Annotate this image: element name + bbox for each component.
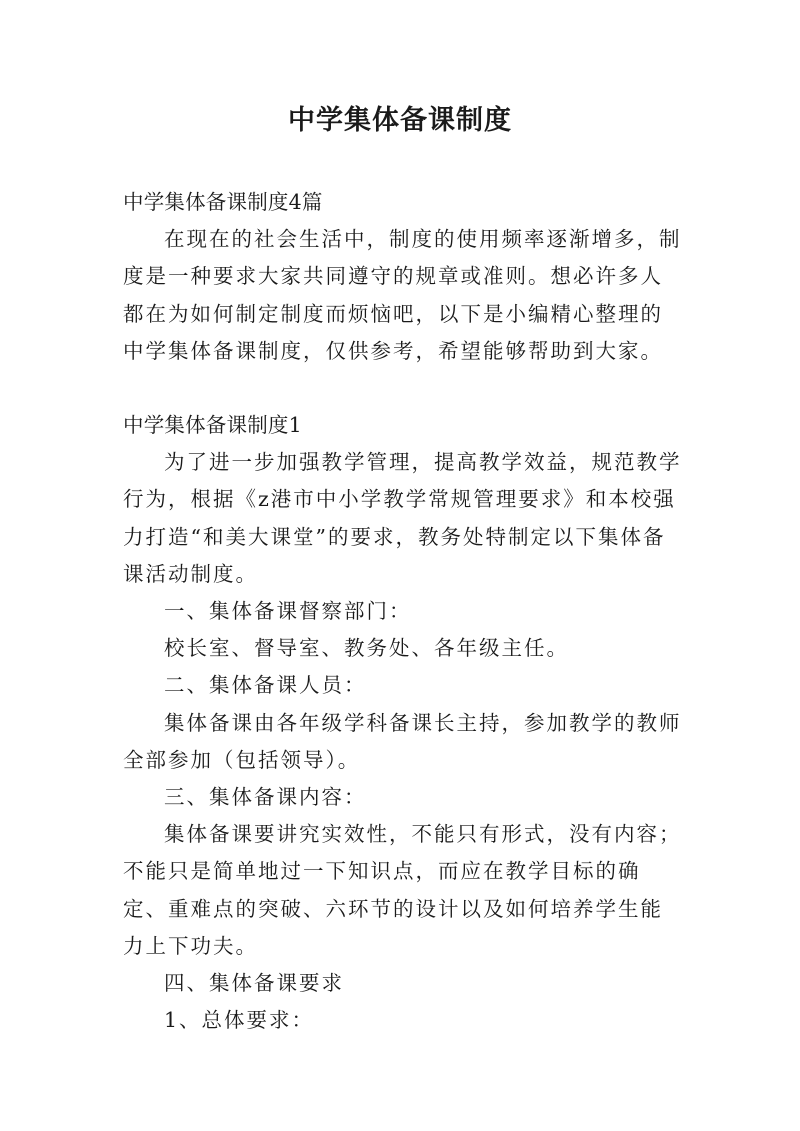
intro-heading: 中学集体备课制度4篇 <box>123 190 323 214</box>
document-title: 中学集体备课制度 <box>288 105 512 136</box>
document-body <box>123 184 683 1039</box>
section-heading-personnel: 二、集体备课人员： <box>164 673 367 698</box>
section1-paragraph: 为了进一步加强教学管理，提高教学效益，规范教学行为，根据《z港市中小学教学常规管理要求》和本校强力打造“和美大课堂”的要求，教务处特制定以下集体备课活动制度。 <box>123 450 682 586</box>
section-heading-supervision: 一、集体备课督察部门： <box>164 599 412 624</box>
section-heading-requirements: 四、集体备课要求 <box>164 971 344 996</box>
section-heading-content: 三、集体备课内容： <box>164 785 367 810</box>
spacer <box>123 370 683 407</box>
supervision-departments: 校长室、督导室、教务处、各年级主任。 <box>164 636 569 661</box>
personnel-paragraph: 集体备课由各年级学科备课长主持，参加教学的教师全部参加（包括领导）。 <box>123 710 682 772</box>
intro-paragraph: 在现在的社会生活中，制度的使用频率逐渐增多，制度是一种要求大家共同遵守的规章或准则。想必许多人都在为如何制定制度而烦恼吧，以下是小编精心整理的中学集体备课制度，仅供参考，希望能够帮助到大家。 <box>123 227 682 363</box>
section1-heading: 中学集体备课制度1 <box>123 413 302 438</box>
general-requirements-heading: 1、总体要求： <box>164 1008 315 1033</box>
content-paragraph: 集体备课要讲究实效性，不能只有形式，没有内容；不能只是简单地过一下知识点，而应在教学目标的确定、重难点的突破、六环节的设计以及如何培养学生能力上下功夫。 <box>123 822 682 958</box>
